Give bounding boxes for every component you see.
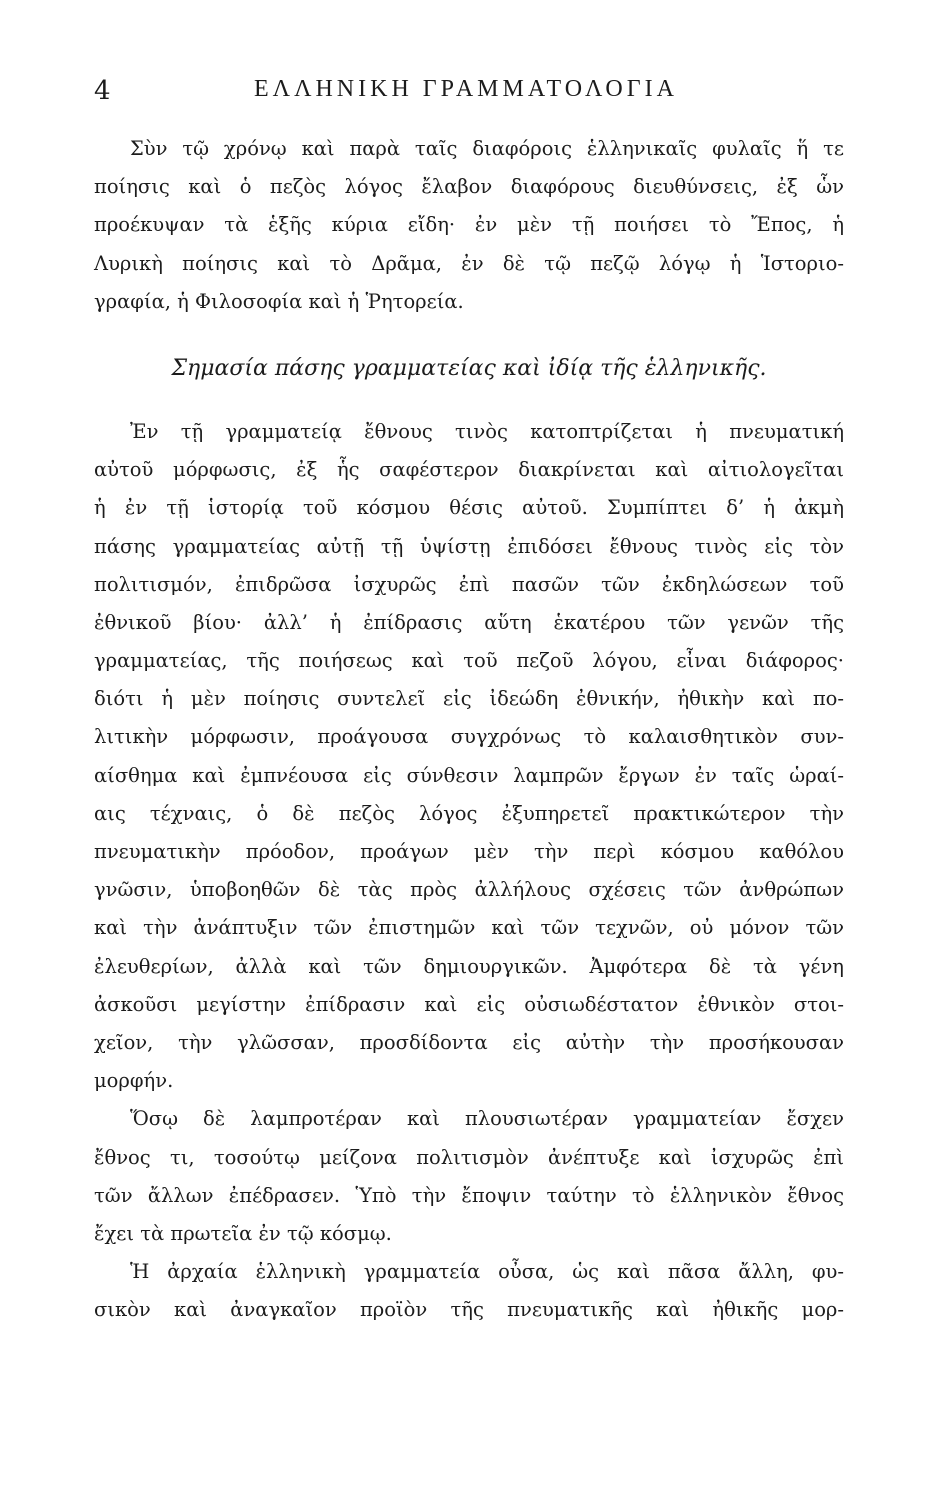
paragraph-3 [94,1100,844,1253]
text-line: ἐλευθερίων, ἀλλὰ καὶ τῶν δημιουργικῶν. Ἀμφότερα δὲ τὰ γένη [94,954,844,978]
text-line: λιτικὴν μόρφωσιν, προάγουσα συγχρόνως τὸ καλαισθητικὸν συν- [94,725,844,749]
text-line: ποίησις καὶ ὁ πεζὸς λόγος ἔλαβον διαφόρους διευθύνσεις, ἐξ ὧν [94,175,844,199]
text-line: τῶν ἄλλων ἐπέδρασεν. Ὑπὸ τὴν ἔποψιν ταύτην τὸ ἑλληνικὸν ἔθνος [94,1183,844,1207]
text-line: γραμματείας, τῆς ποιήσεως καὶ τοῦ πεζοῦ λόγου, εἶναι διάφορος· [94,649,844,673]
text-line: γνῶσιν, ὑποβοηθῶν δὲ τὰς πρὸς ἀλλήλους σχέσεις τῶν ἀνθρώπων [94,878,844,902]
text-line: σικὸν καὶ ἀναγκαῖον προϊὸν τῆς πνευματικῆς καὶ ἠθικῆς μορ- [94,1298,844,1322]
text-line: γραφία, ἡ Φιλοσοφία καὶ ἡ Ῥητορεία. [94,289,464,313]
text-line: προέκυψαν τὰ ἑξῆς κύρια εἴδη· ἐν μὲν τῇ ποιήσει τὸ Ἔπος, ἡ [94,213,844,237]
text-line: Ὅσῳ δὲ λαμπροτέραν καὶ πλουσιωτέραν γραμματείαν ἔσχεν [130,1107,844,1131]
body-text [94,130,844,1329]
text-line: ἔθνος τι, τοσούτῳ μείζονα πολιτισμὸν ἀνέπτυξε καὶ ἰσχυρῶς ἐπὶ [94,1145,844,1169]
paragraph-2 [94,413,844,1100]
text-line: πνευματικὴν πρόοδον, προάγων μὲν τὴν περὶ κόσμου καθόλου [94,840,844,863]
text-line: ἀσκοῦσι μεγίστην ἐπίδρασιν καὶ εἰς οὐσιωδέστατον ἐθνικὸν στοι- [94,992,844,1016]
text-line: πολιτισμόν, ἐπιδρῶσα ἰσχυρῶς ἐπὶ πασῶν τῶν ἐκδηλώσεων τοῦ [94,572,844,596]
text-line: χεῖον, τὴν γλῶσσαν, προσδίδοντα εἰς αὐτὴν τὴν προσήκουσαν [94,1030,844,1054]
text-line: διότι ἡ μὲν ποίησις συντελεῖ εἰς ἰδεώδη ἐθνικήν, ἠθικὴν καὶ πο- [94,687,844,711]
text-line: Ἡ ἀρχαία ἑλληνικὴ γραμματεία οὖσα, ὡς καὶ πᾶσα ἄλλη, φυ- [130,1260,844,1284]
paragraph-1 [94,130,844,321]
text-line: αίσθημα καὶ ἐμπνέουσα εἰς σύνθεσιν λαμπρῶν ἔργων ἐν ταῖς ὡραί- [94,763,844,787]
text-line: αις τέχναις, ὁ δὲ πεζὸς λόγος ἐξυπηρετεῖ πρακτικώτερον τὴν [94,801,844,825]
text-line: μορφήν. [94,1069,174,1093]
running-head [94,76,843,116]
running-title: ΕΛΛΗΝΙΚΗ ΓΡΑΜΜΑΤΟΛΟΓΙΑ [254,76,678,102]
text-line: Σὺν τῷ χρόνῳ καὶ παρὰ ταῖς διαφόροις ἑλληνικαῖς φυλαῖς ἥ τε [130,137,844,160]
text-line: ἡ ἐν τῇ ἱστορίᾳ τοῦ κόσμου θέσις αὐτοῦ. Συμπίπτει δ’ ἡ ἀκμὴ [94,496,844,520]
page-number: 4 [94,76,112,106]
text-line: Ἐν τῇ γραμματείᾳ ἔθνους τινὸς κατοπτρίζεται ἡ πνευματική [130,419,844,443]
section-heading: Σημασία πάσης γραμματείας καὶ ἰδίᾳ τῆς ἑλληνικῆς. [171,355,767,381]
text-line: αὐτοῦ μόρφωσις, ἐξ ἧς σαφέστερον διακρίνεται καὶ αἰτιολογεῖται [94,458,844,482]
text-line: Λυρικὴ ποίησις καὶ τὸ Δρᾶμα, ἐν δὲ τῷ πεζῷ λόγῳ ἡ Ἱστοριο- [94,251,844,275]
text-line: καὶ τὴν ἀνάπτυξιν τῶν ἐπιστημῶν καὶ τῶν τεχνῶν, οὐ μόνον τῶν [94,916,844,940]
text-line: πάσης γραμματείας αὐτῇ τῇ ὑψίστῃ ἐπιδόσει ἔθνους τινὸς εἰς τὸν [94,534,844,558]
text-line: ἐθνικοῦ βίου· ἀλλ’ ἡ ἐπίδρασις αὕτη ἑκατέρου τῶν γενῶν τῆς [94,610,844,634]
text-line: ἔχει τὰ πρωτεῖα ἐν τῷ κόσμῳ. [94,1221,392,1245]
paragraph-4 [94,1253,844,1329]
